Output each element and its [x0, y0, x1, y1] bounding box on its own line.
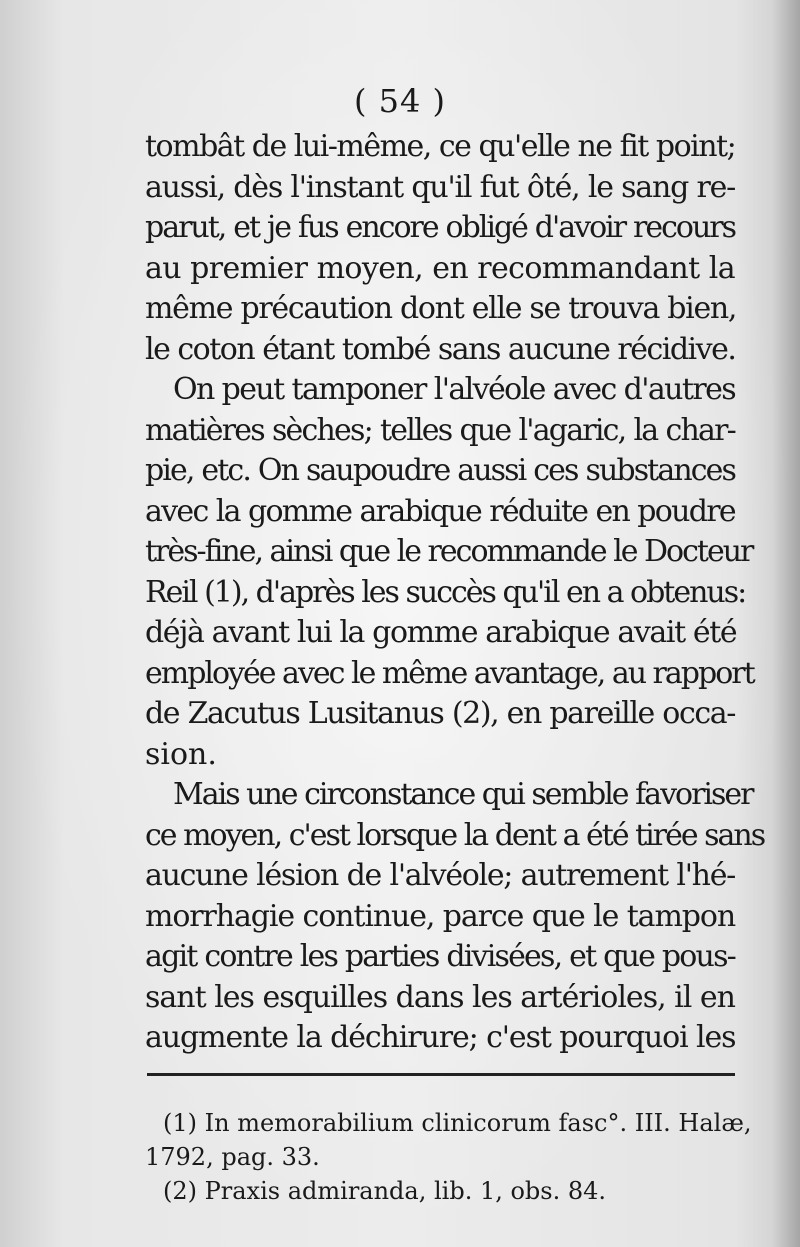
text-line: avec la gomme arabique réduite en poudre [145, 493, 735, 529]
footnotes [145, 1106, 752, 1208]
page-edge-shadow [772, 0, 800, 1247]
text-line: le coton étant tombé sans aucune récidive. [145, 331, 736, 367]
text-line: sant les esquilles dans les artérioles, il en [145, 979, 735, 1015]
text-line: morrhagie continue, parce que le tampon [145, 898, 736, 934]
footnote-separator [147, 1073, 735, 1076]
footnote-2: (2) Praxis admiranda, lib. 1, obs. 84. [163, 1177, 607, 1205]
text-line: de Zacutus Lusitanus (2), en pareille occa- [145, 696, 735, 731]
text-line: Reil (1), d'après les succès qu'il en a obtenus: [145, 574, 746, 610]
text-line: aussi, dès l'instant qu'il fut ôté, le sang re- [145, 169, 736, 205]
text-line: même précaution dont elle se trouva bien, [145, 291, 737, 326]
footnote-1: (1) In memorabilium clinicorum fasc°. III. Halæ, [163, 1109, 752, 1137]
text-line: On peut tamponer l'alvéole avec d'autres [173, 372, 736, 407]
text-line: employée avec le même avantage, au rapport [145, 655, 754, 691]
text-line: augmente la déchirure; c'est pourquoi les [145, 1020, 736, 1055]
text-line: tombât de lui-même, ce qu'elle ne fit point; [145, 129, 736, 164]
text-line: ce moyen, c'est lorsque la dent a été tirée sans [145, 817, 765, 853]
text-line: au premier moyen, en recommandant la [145, 250, 735, 286]
text-line: sion. [145, 736, 217, 772]
text-line: très-fine, ainsi que le recommande le Docteur [145, 534, 753, 569]
text-line: Mais une circonstance qui semble favoriser [173, 777, 753, 812]
text-line: aucune lésion de l'alvéole; autrement l'hé- [145, 858, 735, 893]
text-line: agit contre les parties divisées, et que pous- [145, 939, 735, 974]
body-text [145, 127, 765, 1059]
text-line: déjà avant lui la gomme arabique avait été [145, 615, 737, 650]
page-number: ( 54 ) [353, 82, 447, 120]
footnote-1-continuation: 1792, pag. 33. [145, 1143, 320, 1171]
text-line: pie, etc. On saupoudre aussi ces substances [145, 453, 735, 488]
text-line: matières sèches; telles que l'agaric, la char- [145, 412, 735, 448]
text-line: parut, et je fus encore obligé d'avoir recours [145, 210, 735, 245]
